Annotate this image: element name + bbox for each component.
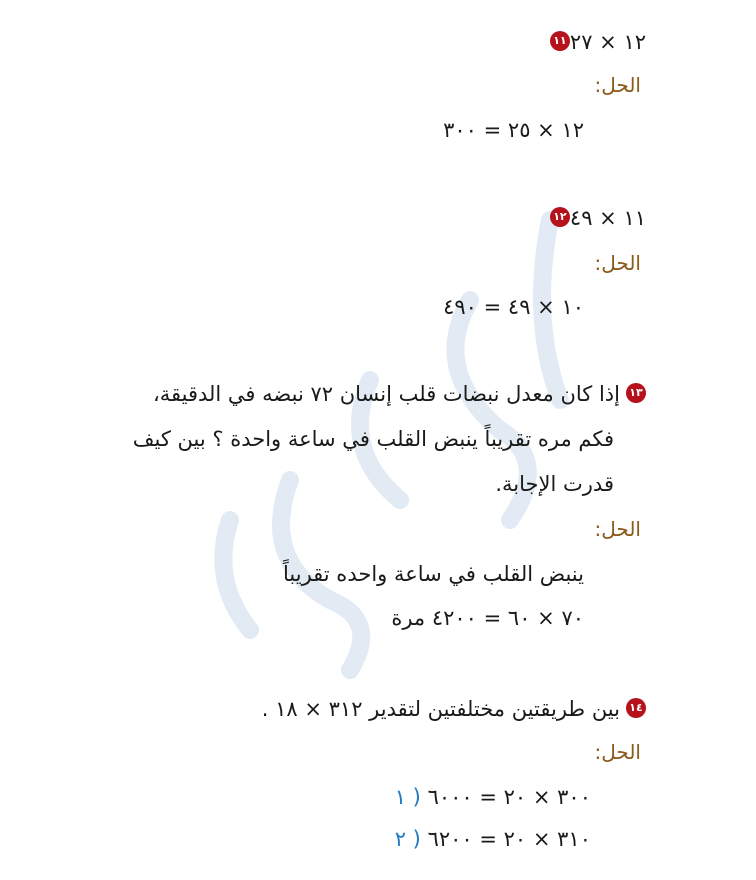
question-text: إذا كان معدل نبضات قلب إنسان ٧٢ نبضه في الدقيقة، <box>152 382 620 406</box>
question-expression: ١١ × ٤٩ <box>569 206 646 230</box>
problem-14-question <box>262 694 646 724</box>
step-number: ١ ) <box>394 785 421 809</box>
question-expression: ١٢ × ٢٧ <box>569 30 646 54</box>
solution-line <box>443 292 584 322</box>
solution-step-1 <box>395 782 591 812</box>
solution-expression: ٧٠ × ٦٠ = ٤٢٠٠ مرة <box>391 606 584 630</box>
step-expression: ٣٠٠ × ٢٠ = ٦٠٠٠ <box>427 785 591 809</box>
solution-line <box>391 603 584 633</box>
solution-label: الحل: <box>594 517 641 541</box>
solution-label: الحل: <box>594 740 641 764</box>
problem-number-badge: ١٣ <box>626 383 646 403</box>
solution-expression: ١٢ × ٢٥ = ٣٠٠ <box>443 118 584 142</box>
problem-number-badge: ١٤ <box>626 698 646 718</box>
problem-13-question-line-3: قدرت الإجابة. <box>495 472 614 496</box>
solution-label: الحل: <box>594 73 641 97</box>
question-text: بين طريقتين مختلفتين لتقدير ٣١٢ × ١٨ . <box>261 697 620 721</box>
solution-step-2 <box>395 824 591 854</box>
solution-line <box>443 115 584 145</box>
problem-number-badge: ١٢ <box>550 207 570 227</box>
solution-expression: ١٠ × ٤٩ = ٤٩٠ <box>443 295 584 319</box>
solution-label: الحل: <box>594 251 641 275</box>
problem-13-question-line-1 <box>153 379 646 409</box>
problem-number-badge: ١١ <box>550 31 570 51</box>
problem-11-question <box>544 27 646 57</box>
solution-text: ينبض القلب في ساعة واحده تقريباً <box>283 562 584 586</box>
step-number: ٢ ) <box>394 827 421 851</box>
problem-12-question <box>544 203 646 233</box>
step-expression: ٣١٠ × ٢٠ = ٦٢٠٠ <box>427 827 591 851</box>
problem-13-question-line-2: فكم مره تقريباً ينبض القلب في ساعة واحدة ؟ بين كيف <box>132 427 614 451</box>
